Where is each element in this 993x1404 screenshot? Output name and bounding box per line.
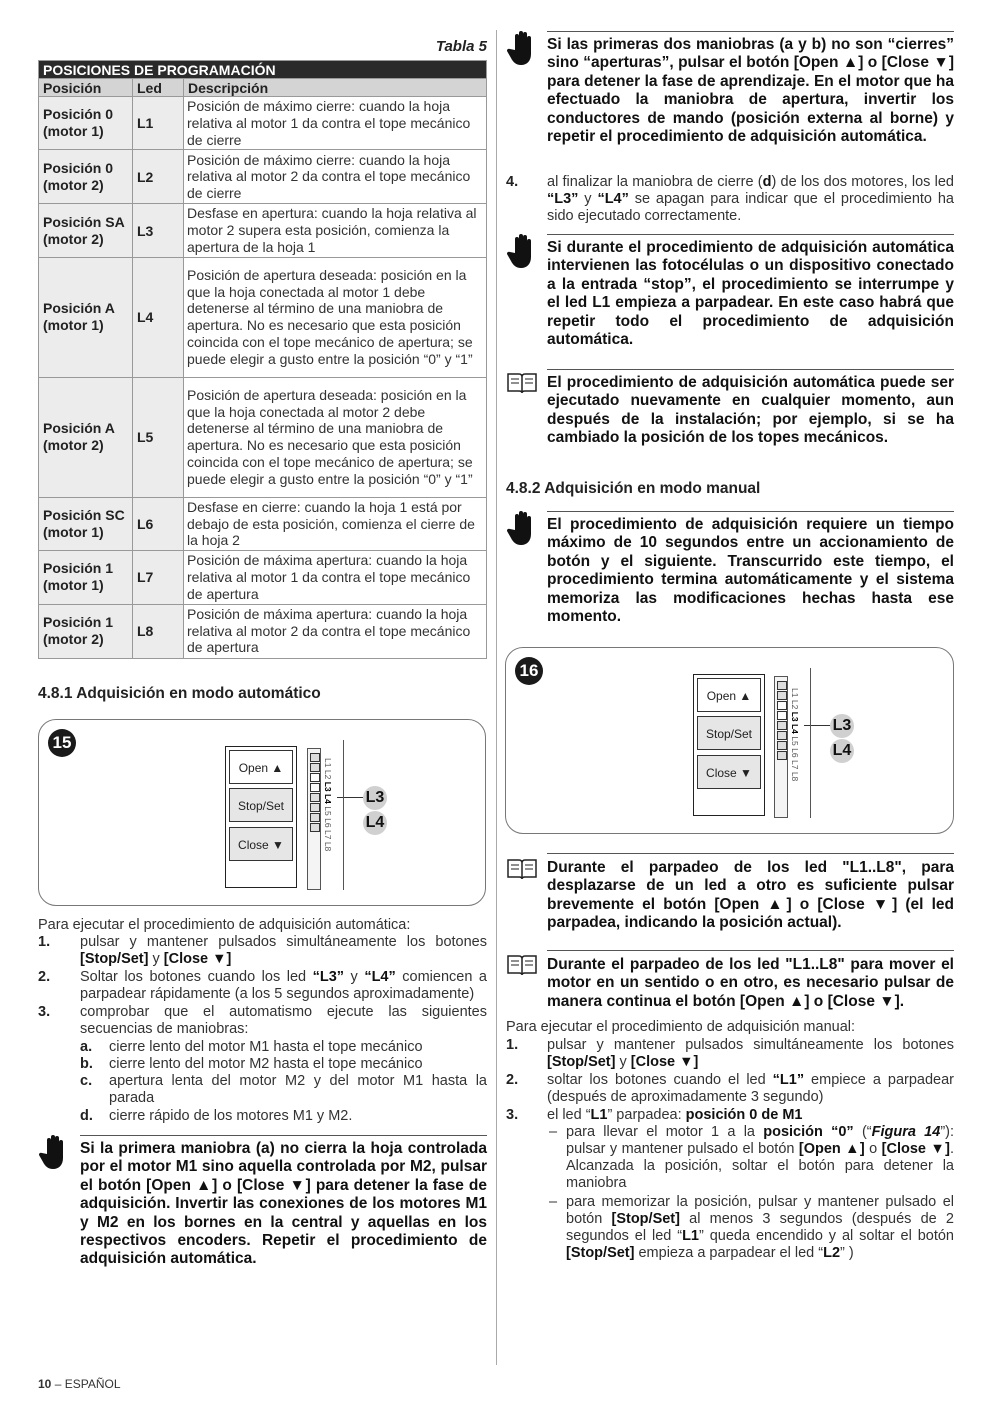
wiring-warning-text: Si las primeras dos maniobras (a y b) no son “cierres” sino “aperturas”, pulsar el botón [Open ▲] o [Close ▼] para detener la fase de aprendizaje. En el motor que ha efectuado la maniobra de apertura, invertir los conductores de mando (posición externa al borne) y repetir el procedimiento de adquisición automática. (547, 36, 954, 146)
step-3-text: comprobar que el automatismo ejecute las siguientes secuencias de maniobras: (80, 1004, 487, 1037)
stop-set-button[interactable]: Stop/Set (697, 716, 761, 750)
table-title: POSICIONES DE PROGRAMACIÓN (39, 61, 487, 79)
programming-positions-table (38, 60, 487, 659)
led-labels: L1 L2 L3 L4 L5 L6 L7 L8 (323, 758, 333, 852)
col-header-description: Descripción (184, 79, 487, 97)
note-divider (547, 853, 954, 854)
led-strip (307, 748, 321, 890)
table-row: Posición 0 (motor 1) L1 Posición de máximo cierre: cuando la hoja relativa al motor 1 da contra el tope mecánico de cierre (39, 97, 487, 150)
motor-move-note: Durante el parpadeo de los led "L1..L8" para mover el motor en un sentido o en otro, es necesario pulsar de manera continua el botón [Open ▲] o [Close ▼]. (547, 956, 954, 1010)
led-indicator (310, 823, 320, 832)
led-indicator (310, 813, 320, 822)
dash-1-text: para llevar el motor 1 a la posición “0” (“Figura 14”): pulsar y mantener pulsado el botón [Open ▲] o [Close ▼]. Alcanzada la posición, soltar el botón para detener la maniobra (566, 1124, 954, 1191)
led-pointer-line (337, 797, 363, 798)
page-footer (38, 1377, 121, 1391)
warning-hand-icon (506, 30, 538, 71)
page-number: 10 (38, 1377, 52, 1391)
warning-hand-icon (506, 510, 538, 551)
sub-c-text: apertura lenta del motor M2 y del motor M1 hasta la parada (109, 1073, 487, 1106)
note-divider (547, 369, 954, 370)
sub-a-letter: a. (80, 1039, 93, 1055)
table-row: Posición A (motor 2) L5 Posición de apertura deseada: posición en la que la hoja conectada al motor 2 debe detenerse al término de una maniobra de apertura. No es necesario que esta posición coincida con el tope mecánico de apertura; se puede elegir a gusto entre la posición “0” y “1” (39, 377, 487, 497)
open-button[interactable]: Open ▲ (229, 750, 293, 784)
warning-divider (547, 511, 954, 512)
timeout-warning-text: El procedimiento de adquisición requiere un tiempo máximo de 10 segundos entre un accionamiento de botón y el siguiente. Transcurrido este tiempo, el procedimiento termina automáticamente y el sistema memoriza las modificaciones hechas hasta ese momento. (547, 516, 954, 626)
step-2-text: Soltar los botones cuando los led “L3” y “L4” comiencen a parpadear rápidamente (a los 5 segundos aproximadamente) (80, 969, 487, 1002)
figure-15 (38, 719, 486, 906)
warning-hand-icon (38, 1134, 70, 1175)
sub-b-text: cierre lento del motor M2 hasta el tope mecánico (109, 1056, 423, 1072)
table-row: Posición 1 (motor 1) L7 Posición de máxima apertura: cuando la hoja relativa al motor 1 da contra el tope mecánico de apertura (39, 551, 487, 604)
section-482-title: 4.8.2 Adquisición en modo manual (506, 480, 761, 497)
led-indicator (777, 731, 787, 740)
warning-divider (547, 234, 954, 235)
manual-step-3-number: 3. (506, 1107, 519, 1123)
figure-number-badge: 16 (515, 657, 543, 685)
led-indicator (777, 681, 787, 690)
manual-step-1-number: 1. (506, 1037, 519, 1053)
led-strip (774, 676, 788, 818)
led-indicator (310, 753, 320, 762)
led-indicator (777, 741, 787, 750)
motor-warning-text: Si la primera maniobra (a) no cierra la hoja controlada por el motor M1 sino aquella controlada por M2, pulsar el botón [Open ▲] o [Close ▼] para detener la fase de adquisición. Invertir las conexiones de los motores M1 y M2 en los bornes en la central y aquellas en los respectivos encoders. Repetir el procedimiento de adquisición automática. (80, 1140, 487, 1268)
led-indicator (310, 773, 320, 782)
sub-d-text: cierre rápido de los motores M1 y M2. (109, 1108, 353, 1124)
col-header-led: Led (133, 79, 184, 97)
divider-line (810, 668, 811, 818)
led-indicator (777, 691, 787, 700)
figure-16 (505, 647, 954, 834)
table-row: Posición 1 (motor 2) L8 Posición de máxima apertura: cuando la hoja relativa al motor 2 da contra el tope mecánico de apertura (39, 604, 487, 658)
led-indicator (310, 803, 320, 812)
led-indicator (777, 711, 787, 720)
footer-language: – ESPAÑOL (51, 1377, 121, 1391)
led-pointer-line (804, 725, 830, 726)
close-button[interactable]: Close ▼ (229, 827, 293, 861)
led-labels: L1 L2 L3 L4 L5 L6 L7 L8 (790, 688, 800, 782)
table-row: Posición SC (motor 1) L6 Desfase en cierre: cuando la hoja 1 está por debajo de esta posición, comienza el cierre de la hoja 2 (39, 497, 487, 550)
manual-step-2-text: soltar los botones cuando el led “L1” empiece a parpadear (después de aproximadamente 3 segundo) (547, 1072, 954, 1105)
note-divider (547, 950, 954, 951)
led-indicator (310, 793, 320, 802)
repeat-note-text: El procedimiento de adquisición automática puede ser ejecutado nuevamente en cualquier momento, aun después de la instalación; por ejemplo, si se ha cambiado la posición de los topes mecánicos. (547, 374, 954, 447)
stop-set-button[interactable]: Stop/Set (229, 788, 293, 822)
l4-label: L4 (830, 739, 854, 763)
dash-bullet: – (549, 1124, 558, 1140)
col-header-position: Posición (39, 79, 133, 97)
button-panel (225, 746, 297, 888)
table-row: Posición SA (motor 2) L3 Desfase en apertura: cuando la hoja relativa al motor 2 supera esta posición, comienza la apertura de la hoja 1 (39, 204, 487, 257)
led-indicator (310, 783, 320, 792)
book-icon (506, 857, 538, 886)
manual-step-3-text: el led “L1” parpadea: posición 0 de M1 (547, 1107, 803, 1123)
l3-label: L3 (830, 714, 854, 738)
divider-line (343, 740, 344, 890)
table-caption: Tabla 5 (435, 38, 487, 55)
dash-bullet: – (549, 1194, 558, 1210)
step-3-number: 3. (38, 1004, 51, 1020)
sub-a-text: cierre lento del motor M1 hasta el tope mecánico (109, 1039, 423, 1055)
manual-step-1-text: pulsar y mantener pulsados simultáneamente los botones [Stop/Set] y [Close ▼] (547, 1037, 954, 1070)
manual-step-2-number: 2. (506, 1072, 519, 1088)
book-icon (506, 953, 538, 982)
step-2-number: 2. (38, 969, 51, 985)
l4-label: L4 (363, 811, 387, 835)
table-row: Posición 0 (motor 2) L2 Posición de máximo cierre: cuando la hoja relativa al motor 2 da contra el tope mecánico de cierre (39, 150, 487, 204)
led-indicator (777, 721, 787, 730)
open-button[interactable]: Open ▲ (697, 678, 761, 712)
book-icon (506, 371, 538, 400)
led-indicator (777, 751, 787, 760)
led-indicator (777, 701, 787, 710)
warning-divider (80, 1135, 487, 1136)
manual-intro: Para ejecutar el procedimiento de adquisición manual: (506, 1019, 856, 1035)
l3-label: L3 (363, 786, 387, 810)
button-panel (693, 674, 765, 816)
step-1-number: 1. (38, 934, 51, 950)
sub-d-letter: d. (80, 1108, 93, 1124)
sub-b-letter: b. (80, 1056, 93, 1072)
warning-divider (547, 31, 954, 32)
auto-intro: Para ejecutar el procedimiento de adquisición automática: (38, 917, 411, 933)
step-1-text: pulsar y mantener pulsados simultáneamente los botones [Stop/Set] y [Close ▼] (80, 934, 487, 967)
close-button[interactable]: Close ▼ (697, 755, 761, 789)
sub-c-letter: c. (80, 1073, 93, 1089)
figure-number-badge: 15 (48, 729, 76, 757)
table-row: Posición A (motor 1) L4 Posición de apertura deseada: posición en la que la hoja conectada al motor 1 debe detenerse al término de una maniobra de apertura. No es necesario que esta posición coincida con el tope mecánico de apertura; se puede elegir a gusto entre la posición “0” y “1” (39, 257, 487, 377)
step-4-number: 4. (506, 174, 519, 190)
led-indicator (310, 763, 320, 772)
interruption-warning-text: Si durante el procedimiento de adquisición automática intervienen las fotocélulas o un dispositivo conectado a la entrada “stop”, el procedimiento se interrumpe y el led L1 empieza a parpadear. En este caso habrá que repetir todo el procedimiento de adquisición automática. (547, 239, 954, 349)
led-navigation-note: Durante el parpadeo de los led "L1..L8", para desplazarse de un led a otro es suficiente pulsar brevemente el botón [Open ▲] o [Close ▼] (el led parpadea, indicando la posición actual). (547, 859, 954, 932)
column-divider (496, 30, 497, 1365)
section-481-title: 4.8.1 Adquisición en modo automático (38, 685, 321, 702)
warning-hand-icon (506, 233, 538, 274)
step-4-text: al finalizar la maniobra de cierre (d) de los dos motores, los led “L3” y “L4” se apagan para indicar que el procedimiento ha sido ejecutado correctamente. (547, 174, 954, 224)
dash-2-text: para memorizar la posición, pulsar y mantener pulsado el botón [Stop/Set] al menos 3 segundos (después de 2 segundos el led “L1” queda encendido y al soltar el botón [Stop/Set] empieza a parpadear el led “L2” ) (566, 1194, 954, 1261)
